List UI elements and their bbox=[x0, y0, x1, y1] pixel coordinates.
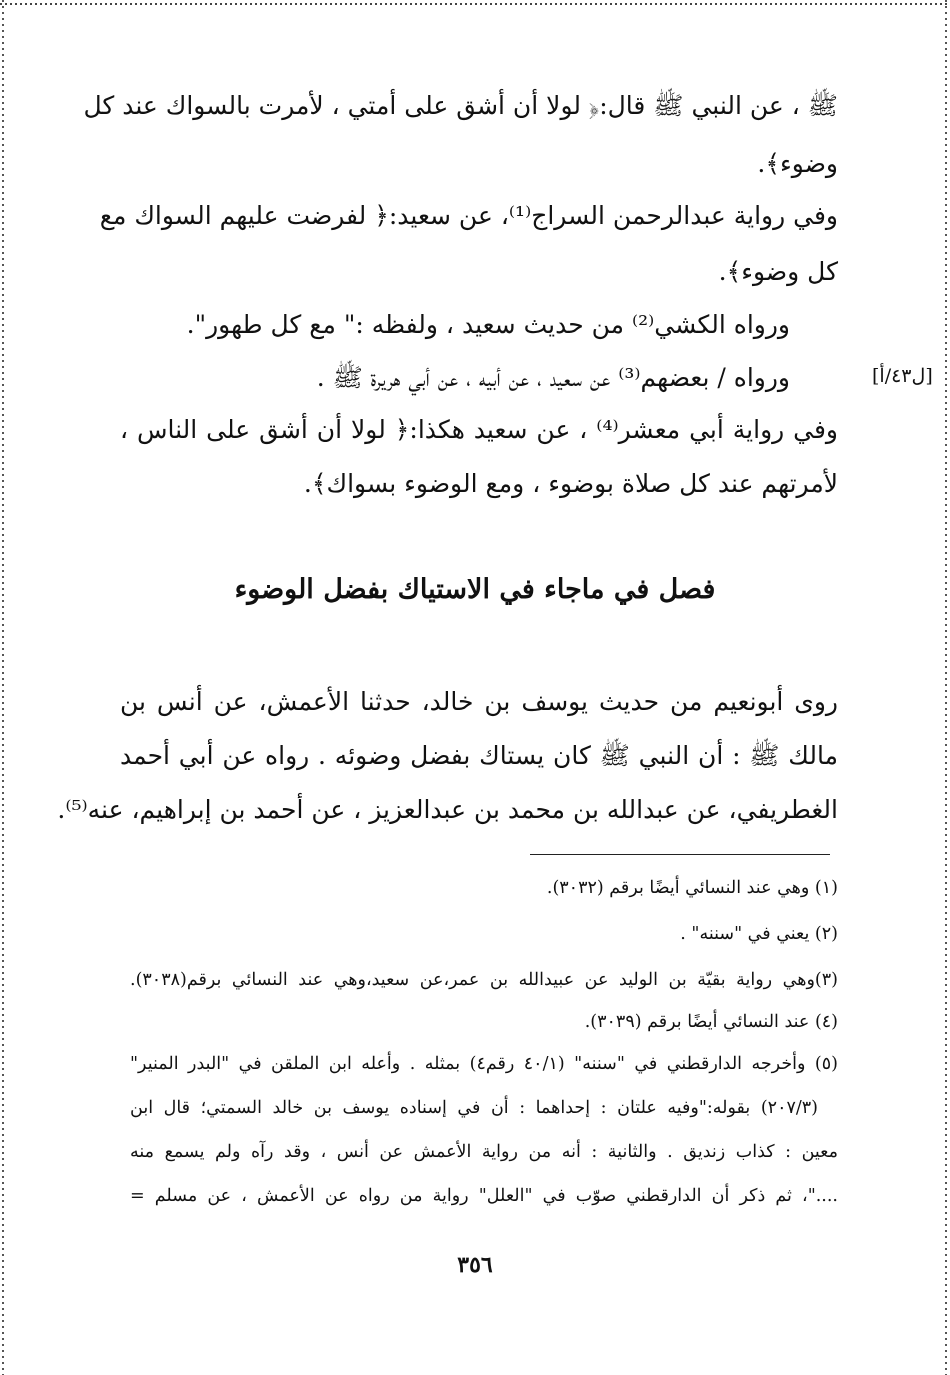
manuscript-folio-note: [ل٤٣/أ] bbox=[872, 365, 933, 387]
page-number: ٣٥٦ bbox=[457, 1252, 493, 1278]
footnote: (٢٠٧/٣) بقوله:"وفيه علتان : إحداهما : أن في إسناده يوسف بن خالد السمتي؛ قال ابن bbox=[130, 1098, 818, 1118]
body-line: ورواه الكشي⁽²⁾ من حديث سعيد ، ولفظه :" مع كل طهور". bbox=[186, 310, 790, 339]
section-line: الغطريفي، عن عبدالله بن محمد بن عبدالعزيز ، عن أحمد بن إبراهيم، عنه⁽⁵⁾. bbox=[57, 795, 838, 824]
body-line: لأمرتهم عند كل صلاة بوضوء ، ومع الوضوء بسواك﴾. bbox=[303, 469, 838, 498]
footnote: (٣)وهي رواية بقيّة بن الوليد عن عبيدالله بن عمر،عن سعيد،وهي عند النسائي برقم(٣٠٣٨). bbox=[130, 970, 838, 990]
body-line: ورواه / بعضهم⁽³⁾ عن سعيد ، عن أبيه ، عن أبي هريرة ﷺ . bbox=[316, 363, 790, 392]
scan-edge-right bbox=[945, 0, 947, 1375]
section-line: روى أبونعيم من حديث يوسف بن خالد، حدثنا الأعمش، عن أنس بن bbox=[120, 687, 838, 716]
body-line: وفي رواية أبي معشر⁽⁴⁾ ، عن سعيد هكذا:﴿ لولا أن أشق على الناس ، bbox=[120, 415, 838, 444]
body-line: كل وضوء﴾. bbox=[718, 257, 838, 286]
section-line: مالك ﷺ : أن النبي ﷺ كان يستاك بفضل وضوئه . رواه عن أبي أحمد bbox=[120, 741, 838, 770]
section-heading: فصل في ماجاء في الاستياك بفضل الوضوء bbox=[234, 574, 716, 605]
footnote-separator bbox=[530, 854, 830, 855]
body-line: ﷺ ، عن النبي ﷺ قال:﴿ لولا أن أشق على أمتي ، لأمرت بالسواك عند كل bbox=[83, 91, 838, 120]
footnote: ...."، ثم ذكر أن الدارقطني صوّب في "العلل" رواية من رواه عن الأعمش ، عن مسلم = bbox=[130, 1186, 838, 1206]
scan-edge-left bbox=[2, 0, 4, 1375]
body-line: وضوء﴾. bbox=[757, 149, 838, 178]
footnote: (٥) وأخرجه الدارقطني في "سننه" (٤٠/١ رقم٤) بمثله . وأعله ابن الملقن في "البدر المنير" bbox=[130, 1054, 838, 1074]
footnote: (١) وهي عند النسائي أيضًا برقم (٣٠٣٢). bbox=[546, 878, 838, 898]
footnote: معين : كذاب زنديق . والثانية : أنه من رواية الأعمش عن أنس ، وقد رآه ولم يسمع منه bbox=[130, 1142, 838, 1162]
scan-edge-top bbox=[0, 3, 950, 5]
body-line: وفي رواية عبدالرحمن السراج⁽¹⁾، عن سعيد:﴿ لفرضت عليهم السواك مع bbox=[99, 201, 838, 230]
footnote: (٤) عند النسائي أيضًا برقم (٣٠٣٩). bbox=[584, 1012, 838, 1032]
footnote: (٢) يعني في "سننه" . bbox=[680, 924, 838, 944]
